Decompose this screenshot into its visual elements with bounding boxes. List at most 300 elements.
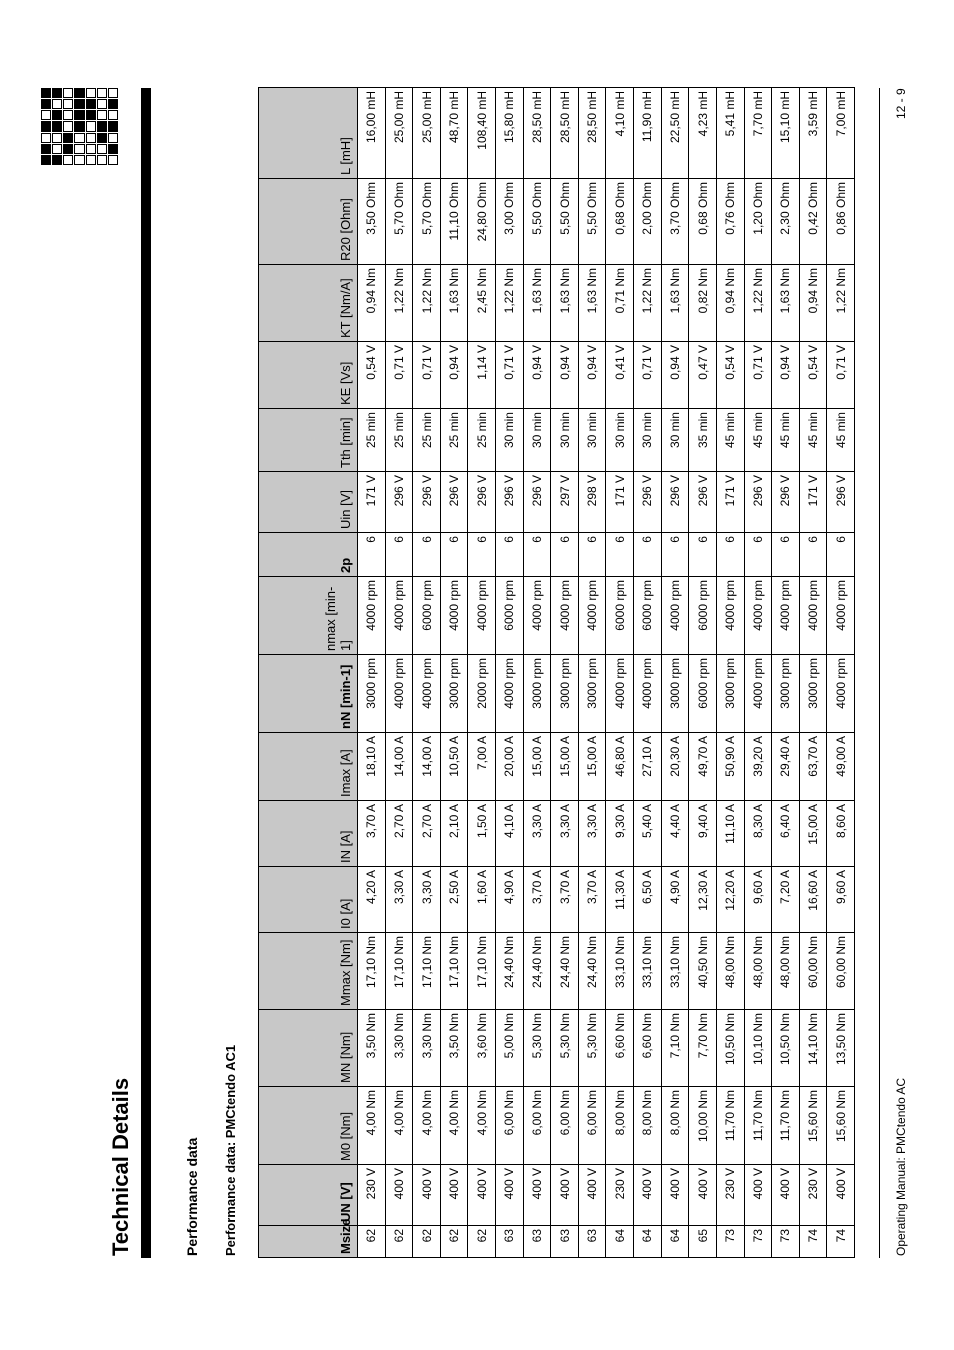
- column-header: Mmax [Nm]: [259, 933, 358, 1010]
- table-cell: 1,14 V: [468, 342, 496, 409]
- table-cell: 33,10 Nm: [634, 933, 662, 1010]
- table-header-row: [259, 88, 358, 1258]
- logo-cell: [97, 110, 107, 120]
- table-cell: 3000 rpm: [772, 655, 800, 733]
- table-row: [523, 88, 551, 1258]
- table-cell: 4000 rpm: [496, 655, 524, 733]
- table-cell: 0,71 Nm: [606, 265, 634, 342]
- table-cell: 4,00 Nm: [358, 1087, 386, 1165]
- table-row: [413, 88, 441, 1258]
- table-cell: 400 V: [496, 1165, 524, 1226]
- table-cell: 4000 rpm: [385, 577, 413, 655]
- table-cell: 63: [523, 1226, 551, 1258]
- table-cell: 3,59 mH: [799, 88, 827, 179]
- section-title: Technical Details: [108, 1077, 133, 1256]
- table-cell: 63: [578, 1226, 606, 1258]
- table-cell: 73: [716, 1226, 744, 1258]
- table-cell: 6: [827, 533, 855, 577]
- table-cell: 108,40 mH: [468, 88, 496, 179]
- table-cell: 30 min: [496, 409, 524, 472]
- table-cell: 16,00 mH: [358, 88, 386, 179]
- table-cell: 0,94 V: [578, 342, 606, 409]
- table-cell: 0,94 V: [661, 342, 689, 409]
- table-cell: 11,30 A: [606, 867, 634, 933]
- table-cell: 5,00 Nm: [496, 1010, 524, 1087]
- table-cell: 25 min: [413, 409, 441, 472]
- table-cell: 3,30 Nm: [413, 1010, 441, 1087]
- logo-cell: [97, 88, 107, 98]
- table-cell: 5,30 Nm: [578, 1010, 606, 1087]
- table-cell: 4,00 Nm: [468, 1087, 496, 1165]
- table-cell: 12,30 A: [689, 867, 717, 933]
- table-cell: 40,50 Nm: [689, 933, 717, 1010]
- table-cell: 10,50 Nm: [716, 1010, 744, 1087]
- table-cell: 230 V: [358, 1165, 386, 1226]
- logo-cell: [86, 133, 96, 143]
- table-cell: 74: [827, 1226, 855, 1258]
- table-cell: 24,40 Nm: [578, 933, 606, 1010]
- table-cell: 400 V: [440, 1165, 468, 1226]
- logo-cell: [41, 99, 51, 109]
- table-cell: 6: [606, 533, 634, 577]
- table-cell: 400 V: [413, 1165, 441, 1226]
- logo-cell: [63, 110, 73, 120]
- table-cell: 1,63 Nm: [661, 265, 689, 342]
- table-cell: 5,70 Ohm: [385, 179, 413, 265]
- table-cell: 3000 rpm: [799, 655, 827, 733]
- table-cell: 400 V: [689, 1165, 717, 1226]
- table-row: [606, 88, 634, 1258]
- logo-cell: [74, 88, 84, 98]
- table-cell: 4000 rpm: [827, 577, 855, 655]
- table-cell: 296 V: [772, 472, 800, 533]
- table-cell: 62: [413, 1226, 441, 1258]
- table-cell: 4,00 Nm: [413, 1087, 441, 1165]
- table-row: [440, 88, 468, 1258]
- table-cell: 45 min: [772, 409, 800, 472]
- table-cell: 6,00 Nm: [523, 1087, 551, 1165]
- table-cell: 73: [772, 1226, 800, 1258]
- table-cell: 11,70 Nm: [772, 1087, 800, 1165]
- logo-cell: [52, 144, 62, 154]
- table-cell: 1,20 Ohm: [744, 179, 772, 265]
- table-cell: 7,10 Nm: [661, 1010, 689, 1087]
- table-cell: 6: [385, 533, 413, 577]
- table-cell: 1,63 Nm: [523, 265, 551, 342]
- table-row: [634, 88, 662, 1258]
- table-cell: 15,00 A: [523, 733, 551, 801]
- table-cell: 0,68 Ohm: [606, 179, 634, 265]
- table-cell: 3000 rpm: [440, 655, 468, 733]
- logo-cell: [86, 110, 96, 120]
- table-cell: 0,71 V: [413, 342, 441, 409]
- table-title: Performance data: PMCtendo AC1: [223, 1044, 238, 1256]
- logo-cell: [52, 110, 62, 120]
- table-cell: 1,50 A: [468, 801, 496, 867]
- table-cell: 296 V: [744, 472, 772, 533]
- table-cell: 0,47 V: [689, 342, 717, 409]
- table-cell: 62: [358, 1226, 386, 1258]
- footer-manual-name: Operating Manual: PMCtendo AC: [894, 1077, 908, 1256]
- table-cell: 4,40 A: [661, 801, 689, 867]
- table-cell: 29,40 A: [772, 733, 800, 801]
- table-row: [661, 88, 689, 1258]
- table-cell: 8,60 A: [827, 801, 855, 867]
- table-cell: 6: [551, 533, 579, 577]
- table-cell: 1,22 Nm: [413, 265, 441, 342]
- table-cell: 171 V: [358, 472, 386, 533]
- table-cell: 4,00 Nm: [385, 1087, 413, 1165]
- page-number: 12 - 9: [894, 88, 908, 119]
- table-cell: 27,10 A: [634, 733, 662, 801]
- table-cell: 296 V: [468, 472, 496, 533]
- table-cell: 0,54 V: [799, 342, 827, 409]
- logo-cell: [41, 144, 51, 154]
- table-cell: 64: [661, 1226, 689, 1258]
- logo-cell: [41, 121, 51, 131]
- table-cell: 5,70 Ohm: [413, 179, 441, 265]
- column-header: KE [Vs]: [259, 342, 358, 409]
- table-cell: 0,42 Ohm: [799, 179, 827, 265]
- table-row: [551, 88, 579, 1258]
- table-cell: 171 V: [606, 472, 634, 533]
- table-cell: 64: [606, 1226, 634, 1258]
- table-cell: 9,60 A: [744, 867, 772, 933]
- table-cell: 6,50 A: [634, 867, 662, 933]
- logo-cell: [108, 110, 118, 120]
- logo-cell: [108, 155, 118, 165]
- column-header: Uin [V]: [259, 472, 358, 533]
- table-cell: 73: [744, 1226, 772, 1258]
- table-cell: 3,00 Ohm: [496, 179, 524, 265]
- table-cell: 0,54 V: [716, 342, 744, 409]
- column-header: 2p: [259, 533, 358, 577]
- table-cell: 0,71 V: [634, 342, 662, 409]
- table-cell: 6: [661, 533, 689, 577]
- table-cell: 6,00 Nm: [551, 1087, 579, 1165]
- logo-cell: [108, 144, 118, 154]
- table-cell: 0,94 V: [551, 342, 579, 409]
- table-cell: 33,10 Nm: [606, 933, 634, 1010]
- table-cell: 4000 rpm: [744, 655, 772, 733]
- table-cell: 4000 rpm: [468, 577, 496, 655]
- table-cell: 4,90 A: [496, 867, 524, 933]
- table-cell: 63: [496, 1226, 524, 1258]
- table-cell: 3,60 Nm: [468, 1010, 496, 1087]
- column-header: M0 [Nm]: [259, 1087, 358, 1165]
- table-cell: 6: [468, 533, 496, 577]
- table-cell: 6,00 Nm: [578, 1087, 606, 1165]
- logo-cell: [63, 99, 73, 109]
- table-cell: 297 V: [551, 472, 579, 533]
- table-cell: 25,00 mH: [385, 88, 413, 179]
- column-header: KT [Nm/A]: [259, 265, 358, 342]
- table-cell: 0,71 V: [496, 342, 524, 409]
- logo-cell: [97, 99, 107, 109]
- table-cell: 6: [496, 533, 524, 577]
- logo-cell: [86, 88, 96, 98]
- logo-cell: [52, 155, 62, 165]
- table-cell: 3,30 A: [413, 867, 441, 933]
- logo-cell: [74, 155, 84, 165]
- table-cell: 50,90 A: [716, 733, 744, 801]
- table-cell: 5,40 A: [634, 801, 662, 867]
- table-cell: 400 V: [772, 1165, 800, 1226]
- table-cell: 8,00 Nm: [606, 1087, 634, 1165]
- table-cell: 4000 rpm: [440, 577, 468, 655]
- table-cell: 298 V: [578, 472, 606, 533]
- table-cell: 3000 rpm: [551, 655, 579, 733]
- table-cell: 4000 rpm: [385, 655, 413, 733]
- table-cell: 4000 rpm: [578, 577, 606, 655]
- logo-cell: [52, 99, 62, 109]
- table-cell: 0,94 V: [772, 342, 800, 409]
- column-header: IN [A]: [259, 801, 358, 867]
- table-cell: 6: [413, 533, 441, 577]
- table-cell: 33,10 Nm: [661, 933, 689, 1010]
- table-cell: 6000 rpm: [689, 655, 717, 733]
- table-cell: 74: [799, 1226, 827, 1258]
- table-cell: 15,60 Nm: [799, 1087, 827, 1165]
- table-cell: 6: [716, 533, 744, 577]
- table-cell: 63: [551, 1226, 579, 1258]
- table-cell: 296 V: [634, 472, 662, 533]
- column-header: nN [min-1]: [259, 655, 358, 733]
- table-cell: 30 min: [578, 409, 606, 472]
- table-cell: 49,00 A: [827, 733, 855, 801]
- table-cell: 48,00 Nm: [772, 933, 800, 1010]
- logo-cell: [86, 155, 96, 165]
- logo-cell: [41, 110, 51, 120]
- table-cell: 30 min: [661, 409, 689, 472]
- logo-cell: [74, 99, 84, 109]
- table-cell: 1,63 Nm: [772, 265, 800, 342]
- table-cell: 35 min: [689, 409, 717, 472]
- table-cell: 3,50 Ohm: [358, 179, 386, 265]
- table-cell: 3,70 Ohm: [661, 179, 689, 265]
- table-cell: 296 V: [523, 472, 551, 533]
- table-cell: 1,63 Nm: [578, 265, 606, 342]
- table-cell: 25 min: [440, 409, 468, 472]
- table-cell: 400 V: [385, 1165, 413, 1226]
- table-cell: 9,40 A: [689, 801, 717, 867]
- table-cell: 6: [634, 533, 662, 577]
- table-cell: 24,40 Nm: [551, 933, 579, 1010]
- table-cell: 296 V: [496, 472, 524, 533]
- logo-cell: [97, 133, 107, 143]
- table-cell: 24,40 Nm: [523, 933, 551, 1010]
- logo-cell: [97, 121, 107, 131]
- table-cell: 62: [468, 1226, 496, 1258]
- table-cell: 400 V: [827, 1165, 855, 1226]
- table-cell: 15,80 mH: [496, 88, 524, 179]
- table-cell: 4000 rpm: [413, 655, 441, 733]
- table-cell: 13,50 Nm: [827, 1010, 855, 1087]
- table-cell: 4000 rpm: [661, 577, 689, 655]
- table-cell: 4000 rpm: [744, 577, 772, 655]
- table-cell: 6: [799, 533, 827, 577]
- table-cell: 0,82 Nm: [689, 265, 717, 342]
- table-cell: 3,70 A: [358, 801, 386, 867]
- table-cell: 2,45 Nm: [468, 265, 496, 342]
- table-cell: 6: [689, 533, 717, 577]
- table-cell: 11,70 Nm: [744, 1087, 772, 1165]
- table-cell: 3000 rpm: [358, 655, 386, 733]
- table-cell: 296 V: [661, 472, 689, 533]
- table-row: [799, 88, 827, 1258]
- table-cell: 4,23 mH: [689, 88, 717, 179]
- table-cell: 28,50 mH: [578, 88, 606, 179]
- table-cell: 296 V: [689, 472, 717, 533]
- table-cell: 3,70 A: [578, 867, 606, 933]
- table-cell: 11,70 Nm: [716, 1087, 744, 1165]
- table-cell: 20,00 A: [496, 733, 524, 801]
- table-cell: 3,30 Nm: [385, 1010, 413, 1087]
- table-cell: 296 V: [827, 472, 855, 533]
- table-cell: 11,90 mH: [634, 88, 662, 179]
- table-cell: 45 min: [744, 409, 772, 472]
- table-cell: 0,86 Ohm: [827, 179, 855, 265]
- table-cell: 30 min: [606, 409, 634, 472]
- column-header: MN [Nm]: [259, 1010, 358, 1087]
- table-cell: 10,10 Nm: [744, 1010, 772, 1087]
- table-cell: 4000 rpm: [358, 577, 386, 655]
- table-cell: 4,10 mH: [606, 88, 634, 179]
- table-cell: 400 V: [523, 1165, 551, 1226]
- table-cell: 30 min: [551, 409, 579, 472]
- table-cell: 4000 rpm: [799, 577, 827, 655]
- table-cell: 20,30 A: [661, 733, 689, 801]
- table-cell: 7,00 mH: [827, 88, 855, 179]
- table-cell: 3,30 A: [578, 801, 606, 867]
- table-cell: 4000 rpm: [634, 655, 662, 733]
- column-header: R20 [Ohm]: [259, 179, 358, 265]
- table-cell: 1,63 Nm: [551, 265, 579, 342]
- table-cell: 7,20 A: [772, 867, 800, 933]
- table-cell: 0,71 V: [385, 342, 413, 409]
- table-cell: 46,80 A: [606, 733, 634, 801]
- table-cell: 2,00 Ohm: [634, 179, 662, 265]
- table-cell: 5,41 mH: [716, 88, 744, 179]
- table-cell: 48,70 mH: [440, 88, 468, 179]
- logo-cell: [97, 155, 107, 165]
- table-cell: 400 V: [744, 1165, 772, 1226]
- table-cell: 17,10 Nm: [385, 933, 413, 1010]
- table-cell: 2000 rpm: [468, 655, 496, 733]
- logo-cell: [63, 155, 73, 165]
- table-cell: 0,71 V: [744, 342, 772, 409]
- table-cell: 230 V: [716, 1165, 744, 1226]
- table-cell: 15,00 A: [799, 801, 827, 867]
- column-header: Tth [min]: [259, 409, 358, 472]
- table-cell: 30 min: [634, 409, 662, 472]
- table-cell: 25 min: [358, 409, 386, 472]
- table-cell: 60,00 Nm: [799, 933, 827, 1010]
- logo-cell: [74, 110, 84, 120]
- table-cell: 2,70 A: [413, 801, 441, 867]
- table-cell: 3000 rpm: [716, 655, 744, 733]
- table-cell: 3,30 A: [551, 801, 579, 867]
- table-cell: 28,50 mH: [523, 88, 551, 179]
- table-cell: 62: [385, 1226, 413, 1258]
- logo-cell: [41, 133, 51, 143]
- table-cell: 0,94 V: [440, 342, 468, 409]
- company-logo: [41, 88, 118, 165]
- logo-cell: [108, 121, 118, 131]
- table-cell: 8,00 Nm: [661, 1087, 689, 1165]
- table-cell: 171 V: [799, 472, 827, 533]
- table-cell: 5,50 Ohm: [551, 179, 579, 265]
- table-cell: 4,90 A: [661, 867, 689, 933]
- table-cell: 64: [634, 1226, 662, 1258]
- logo-cell: [41, 155, 51, 165]
- table-cell: 39,20 A: [744, 733, 772, 801]
- table-cell: 17,10 Nm: [440, 933, 468, 1010]
- table-cell: 45 min: [716, 409, 744, 472]
- table-cell: 17,10 Nm: [358, 933, 386, 1010]
- performance-table-wrapper: [258, 88, 855, 1258]
- table-cell: 0,94 Nm: [799, 265, 827, 342]
- table-cell: 3,70 A: [551, 867, 579, 933]
- logo-cell: [108, 99, 118, 109]
- table-cell: 6,60 Nm: [634, 1010, 662, 1087]
- table-cell: 15,10 mH: [772, 88, 800, 179]
- table-cell: 7,70 mH: [744, 88, 772, 179]
- table-cell: 0,54 V: [358, 342, 386, 409]
- table-cell: 11,10 A: [716, 801, 744, 867]
- table-cell: 9,60 A: [827, 867, 855, 933]
- table-cell: 296 V: [385, 472, 413, 533]
- table-cell: 62: [440, 1226, 468, 1258]
- table-cell: 4000 rpm: [551, 577, 579, 655]
- table-row: [772, 88, 800, 1258]
- table-cell: 6000 rpm: [689, 577, 717, 655]
- table-cell: 24,80 Ohm: [468, 179, 496, 265]
- logo-cell: [74, 121, 84, 131]
- table-cell: 4000 rpm: [772, 577, 800, 655]
- table-cell: 48,00 Nm: [716, 933, 744, 1010]
- table-row: [578, 88, 606, 1258]
- table-cell: 22,50 mH: [661, 88, 689, 179]
- table-cell: 296 V: [413, 472, 441, 533]
- table-cell: 400 V: [468, 1165, 496, 1226]
- table-cell: 230 V: [799, 1165, 827, 1226]
- table-cell: 400 V: [661, 1165, 689, 1226]
- table-cell: 10,50 A: [440, 733, 468, 801]
- table-cell: 48,00 Nm: [744, 933, 772, 1010]
- table-cell: 5,30 Nm: [551, 1010, 579, 1087]
- table-cell: 2,70 A: [385, 801, 413, 867]
- table-cell: 6,60 Nm: [606, 1010, 634, 1087]
- table-cell: 400 V: [551, 1165, 579, 1226]
- table-cell: 12,20 A: [716, 867, 744, 933]
- table-cell: 296 V: [440, 472, 468, 533]
- logo-cell: [97, 144, 107, 154]
- table-cell: 3000 rpm: [661, 655, 689, 733]
- table-cell: 3,30 A: [385, 867, 413, 933]
- table-cell: 3,50 Nm: [358, 1010, 386, 1087]
- table-cell: 3000 rpm: [523, 655, 551, 733]
- logo-cell: [52, 121, 62, 131]
- table-cell: 9,30 A: [606, 801, 634, 867]
- table-cell: 4,10 A: [496, 801, 524, 867]
- table-cell: 0,76 Ohm: [716, 179, 744, 265]
- table-cell: 25 min: [385, 409, 413, 472]
- table-cell: 5,50 Ohm: [578, 179, 606, 265]
- table-cell: 10,00 Nm: [689, 1087, 717, 1165]
- column-header: L [mH]: [259, 88, 358, 179]
- subtitle: Performance data: [184, 1137, 200, 1256]
